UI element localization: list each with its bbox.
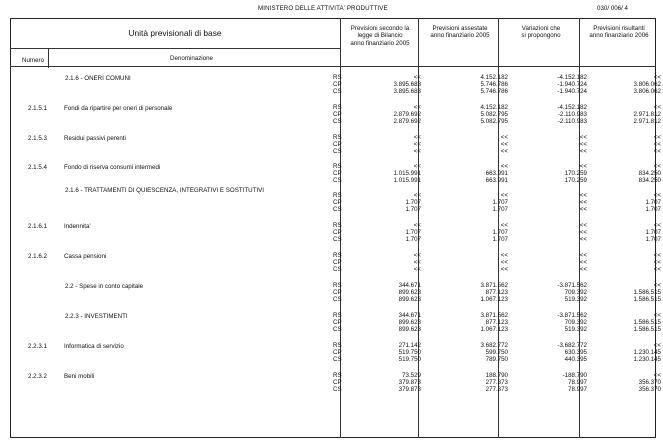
value-cell: -2.110.983 (557, 118, 587, 126)
row-code: CS (333, 118, 342, 126)
value-column-0 (344, 252, 421, 274)
row-denominazione: Cassa pensioni (64, 253, 107, 260)
value-cell: << (413, 266, 421, 274)
value-cell: << (500, 192, 508, 199)
row-numero: 2.2.3.2 (28, 373, 47, 380)
row-code: CP (333, 259, 342, 267)
value-cell: << (653, 141, 661, 149)
value-cell: 1.707 (405, 199, 421, 207)
row-denominazione: 2.1.6 - ONERI COMUNI (65, 75, 131, 82)
value-cell: << (413, 134, 421, 141)
value-cell: 78.997 (568, 386, 587, 394)
value-column-1 (430, 222, 508, 244)
value-column-0 (344, 342, 421, 364)
row-code: CS (333, 266, 342, 274)
value-cell: << (579, 266, 587, 274)
page-code: 030/ 006/ 4 (597, 5, 628, 12)
value-cell: 3.806.062 (633, 81, 661, 89)
value-column-0 (344, 222, 421, 244)
column-heading-line: anno finanziario 2006 (589, 32, 649, 40)
value-cell: 834.250 (638, 177, 661, 185)
value-cell: << (653, 372, 661, 379)
column-heading-risultanti-2006 (582, 25, 656, 40)
value-cell: << (413, 74, 421, 81)
value-cell: 170.259 (564, 177, 587, 185)
value-column-1 (430, 134, 508, 156)
value-cell: 3.895.683 (393, 81, 421, 89)
column-heading-line: anno finanziario 2005 (430, 32, 490, 40)
value-cell: 379.873 (398, 379, 421, 387)
value-column-3 (592, 222, 661, 244)
value-column-3 (592, 134, 661, 156)
value-column-3 (592, 192, 661, 214)
value-cell: << (500, 163, 508, 170)
table-row (10, 134, 661, 164)
value-cell: << (500, 266, 508, 274)
column-heading-prev-2005 (344, 25, 416, 47)
table-row (10, 222, 661, 252)
value-cell: << (413, 148, 421, 156)
value-cell: 3.682.772 (480, 342, 508, 349)
table-row (10, 252, 661, 282)
value-cell: << (653, 134, 661, 141)
row-denominazione: 2.2.3 - INVESTIMENTI (65, 313, 128, 320)
value-column-3 (592, 252, 661, 274)
row-code: CP (333, 229, 342, 237)
value-cell: 5.082.795 (480, 118, 508, 126)
value-column-0 (344, 74, 421, 96)
value-cell: 356.370 (638, 379, 661, 387)
row-code: RS (333, 312, 342, 319)
row-code: CS (333, 356, 342, 364)
value-column-3 (592, 74, 661, 96)
header-divider-bottom (10, 66, 656, 67)
row-code: RS (333, 134, 342, 141)
row-numero: 2.1.5.3 (28, 135, 47, 142)
value-cell: << (500, 252, 508, 259)
column-heading-assestate (425, 25, 495, 40)
row-numero: 2.1.5.4 (28, 164, 47, 171)
value-column-0 (344, 192, 421, 214)
value-column-0 (344, 104, 421, 126)
value-cell: 4.152.182 (480, 104, 508, 111)
value-cell: 2.971.812 (633, 118, 661, 126)
value-cell: 899.623 (398, 319, 421, 327)
column-heading-line: anno finanziario 2005 (350, 39, 410, 47)
value-cell: 2.879.692 (393, 118, 421, 126)
value-cell: << (579, 163, 587, 170)
row-code: CS (333, 386, 342, 394)
value-column-2 (510, 134, 587, 156)
row-denominazione: Indennita' (64, 223, 91, 230)
row-code: CP (333, 141, 342, 149)
value-column-1 (430, 74, 508, 96)
value-cell: 277.373 (485, 379, 508, 387)
value-cell: << (579, 141, 587, 149)
value-cell: << (579, 252, 587, 259)
value-column-1 (430, 104, 508, 126)
table-row (10, 342, 661, 372)
row-code: CS (333, 206, 342, 214)
value-column-3 (592, 104, 661, 126)
value-cell: << (500, 222, 508, 229)
value-cell: -1.940.724 (557, 88, 587, 96)
row-denominazione: Residui passivi perenti (64, 135, 126, 142)
value-cell: << (413, 192, 421, 199)
value-cell: << (653, 312, 661, 319)
row-numero: 2.2.3.1 (28, 343, 47, 350)
row-code: RS (333, 252, 342, 259)
value-cell: 519.392 (564, 326, 587, 334)
value-cell: << (653, 342, 661, 349)
value-cell: 170.259 (564, 170, 587, 178)
row-code: CS (333, 236, 342, 244)
value-cell: -1.940.724 (557, 81, 587, 89)
value-cell: 344.671 (398, 312, 421, 319)
value-cell: << (653, 148, 661, 156)
column-heading-line: Previsioni secondo la (350, 25, 410, 32)
value-cell: 1.707 (645, 206, 661, 214)
row-code: CS (333, 296, 342, 304)
value-cell: 1.230.145 (633, 349, 661, 357)
value-cell: 379.873 (398, 386, 421, 394)
row-code: CS (333, 88, 342, 96)
row-code: RS (333, 222, 342, 229)
value-column-2 (510, 163, 587, 185)
value-cell: 519.392 (564, 296, 587, 304)
value-cell: << (579, 192, 587, 199)
value-cell: 899.623 (398, 326, 421, 334)
value-cell: 1.707 (492, 236, 508, 244)
value-column-1 (430, 312, 508, 334)
value-column-1 (430, 192, 508, 214)
row-code: CS (333, 148, 342, 156)
value-cell: 899.623 (398, 296, 421, 304)
value-cell: << (413, 141, 421, 149)
value-cell: 1.586.515 (633, 289, 661, 297)
row-denominazione: Fondo di riserva consumi intermedi (64, 164, 161, 171)
value-cell: 519.750 (398, 349, 421, 357)
row-code: RS (333, 342, 342, 349)
value-cell: 2.879.692 (393, 111, 421, 119)
value-cell: 1.707 (405, 236, 421, 244)
value-cell: << (413, 104, 421, 111)
value-cell: 4.152.182 (480, 74, 508, 81)
value-column-0 (344, 134, 421, 156)
column-heading-line: legge di Bilancio (357, 32, 403, 40)
value-column-2 (510, 74, 587, 96)
value-cell: 877.123 (485, 289, 508, 297)
value-cell: << (500, 148, 508, 156)
row-numero: 2.1.6.1 (28, 223, 47, 230)
value-cell: 789.750 (485, 356, 508, 364)
value-cell: 344.671 (398, 282, 421, 289)
denominazione-heading: Denominazione (170, 55, 213, 62)
value-cell: 519.750 (398, 356, 421, 364)
value-cell: << (653, 192, 661, 199)
value-cell: << (413, 252, 421, 259)
value-column-2 (510, 312, 587, 334)
value-cell: << (413, 163, 421, 170)
value-cell: 630.395 (564, 349, 587, 357)
table-row (10, 104, 661, 134)
row-code: CS (333, 326, 342, 334)
table-row (10, 312, 661, 342)
value-cell: << (653, 252, 661, 259)
row-codes (333, 222, 342, 244)
value-cell: 5.746.786 (480, 88, 508, 96)
value-cell: -2.110.983 (557, 111, 587, 119)
value-column-0 (344, 312, 421, 334)
value-cell: << (653, 222, 661, 229)
row-denominazione: Fondi da ripartire per oneri di personale (64, 105, 173, 112)
value-cell: 188.790 (485, 372, 508, 379)
value-cell: 1.707 (492, 206, 508, 214)
value-cell: 1.707 (645, 229, 661, 237)
value-cell: 1.707 (492, 199, 508, 207)
row-denominazione: Beni mobili (64, 373, 95, 380)
value-cell: << (579, 259, 587, 267)
row-code: RS (333, 163, 342, 170)
value-cell: 5.746.786 (480, 81, 508, 89)
value-cell: 440.395 (564, 356, 587, 364)
value-cell: 899.623 (398, 289, 421, 297)
header-divider-top (10, 48, 340, 49)
row-codes (333, 134, 342, 156)
row-code: RS (333, 282, 342, 289)
row-code: CP (333, 319, 342, 327)
value-cell: 1.586.515 (633, 326, 661, 334)
value-column-2 (510, 372, 587, 394)
table-row (10, 282, 661, 312)
row-codes (333, 372, 342, 394)
value-cell: << (653, 74, 661, 81)
value-column-1 (430, 342, 508, 364)
value-column-3 (592, 372, 661, 394)
column-heading-line: Variazioni che (521, 25, 561, 32)
value-cell: << (579, 199, 587, 207)
value-cell: << (579, 148, 587, 156)
value-cell: << (500, 141, 508, 149)
value-cell: -3.682.772 (557, 342, 587, 349)
value-column-1 (430, 372, 508, 394)
value-cell: 1.067.123 (480, 296, 508, 304)
value-cell: 3.895.683 (393, 88, 421, 96)
value-cell: -4.152.182 (557, 74, 587, 81)
value-column-2 (510, 282, 587, 304)
column-heading-variazioni (505, 25, 577, 40)
value-cell: << (579, 222, 587, 229)
row-denominazione: 2.2 - Spese in conto capitale (65, 283, 144, 290)
value-column-2 (510, 342, 587, 364)
value-cell: 5.082.795 (480, 111, 508, 119)
row-numero: 2.1.5.1 (28, 105, 47, 112)
value-cell: 1.586.515 (633, 319, 661, 327)
table-row (10, 372, 661, 402)
row-codes (333, 163, 342, 185)
row-codes (333, 342, 342, 364)
value-cell: << (653, 259, 661, 267)
value-cell: 2.971.812 (633, 111, 661, 119)
value-cell: 78.997 (568, 379, 587, 387)
row-code: CP (333, 289, 342, 297)
value-cell: 1.707 (405, 229, 421, 237)
value-cell: 709.392 (564, 319, 587, 327)
value-cell: << (413, 222, 421, 229)
value-cell: << (653, 282, 661, 289)
value-column-2 (510, 222, 587, 244)
value-cell: << (500, 259, 508, 267)
value-cell: -188.790 (562, 372, 587, 379)
row-codes (333, 282, 342, 304)
value-cell: -3.871.562 (557, 312, 587, 319)
value-cell: -3.871.562 (557, 282, 587, 289)
value-column-2 (510, 192, 587, 214)
row-codes (333, 252, 342, 274)
ministry-title: MINISTERO DELLE ATTIVITA' PRODUTTIVE (258, 5, 388, 12)
value-cell: 663.991 (485, 177, 508, 185)
value-cell: << (579, 236, 587, 244)
column-heading-line: si propongono (521, 32, 561, 40)
row-code: RS (333, 372, 342, 379)
row-code: CP (333, 81, 342, 89)
column-heading-line: Previsioni risultanti (593, 25, 645, 32)
value-cell: 1.230.145 (633, 356, 661, 364)
unit-heading: Unità previsionali di base (128, 28, 222, 38)
row-denominazione: 2.1.6 - TRATTAMENTI DI QUIESCENZA, INTEGRATIVI E SOSTITUTIVI (65, 187, 264, 194)
value-cell: 1.707 (405, 206, 421, 214)
value-column-0 (344, 282, 421, 304)
value-cell: -4.152.182 (557, 104, 587, 111)
row-numero: 2.1.6.2 (28, 253, 47, 260)
row-codes (333, 74, 342, 96)
row-code: CP (333, 379, 342, 387)
row-codes (333, 312, 342, 334)
value-column-1 (430, 252, 508, 274)
row-code: RS (333, 104, 342, 111)
row-code: CP (333, 111, 342, 119)
numero-heading: Numero (22, 57, 45, 64)
value-cell: 834.250 (638, 170, 661, 178)
table-row (10, 187, 661, 222)
value-cell: << (413, 259, 421, 267)
value-cell: 1.586.515 (633, 296, 661, 304)
value-column-3 (592, 342, 661, 364)
value-column-1 (430, 163, 508, 185)
row-code: CP (333, 349, 342, 357)
value-cell: 1.707 (645, 199, 661, 207)
value-cell: 709.392 (564, 289, 587, 297)
value-column-3 (592, 282, 661, 304)
row-codes (333, 104, 342, 126)
value-cell: 277.373 (485, 386, 508, 394)
value-cell: 1.707 (492, 229, 508, 237)
value-column-2 (510, 104, 587, 126)
value-cell: << (653, 266, 661, 274)
value-cell: << (653, 104, 661, 111)
row-code: CP (333, 199, 342, 207)
row-code: RS (333, 192, 342, 199)
row-code: CS (333, 177, 342, 185)
row-denominazione: Informatica di servizio (64, 343, 124, 350)
value-cell: << (579, 229, 587, 237)
row-codes (333, 192, 342, 214)
value-cell: << (653, 163, 661, 170)
row-code: CP (333, 170, 342, 178)
value-cell: 1.067.123 (480, 326, 508, 334)
value-cell: 271.142 (398, 342, 421, 349)
value-cell: 3.871.562 (480, 282, 508, 289)
row-code: RS (333, 74, 342, 81)
value-cell: 877.123 (485, 319, 508, 327)
value-cell: 1.707 (645, 236, 661, 244)
value-cell: << (579, 206, 587, 214)
value-cell: 3.806.062 (633, 88, 661, 96)
value-cell: 3.871.562 (480, 312, 508, 319)
value-column-0 (344, 372, 421, 394)
value-cell: 599.750 (485, 349, 508, 357)
numero-divider (48, 48, 49, 68)
value-cell: << (579, 134, 587, 141)
table-row (10, 74, 661, 104)
value-cell: 73.529 (402, 372, 421, 379)
value-column-0 (344, 163, 421, 185)
value-column-3 (592, 163, 661, 185)
value-cell: << (500, 134, 508, 141)
value-cell: 356.370 (638, 386, 661, 394)
value-cell: 663.991 (485, 170, 508, 178)
value-column-3 (592, 312, 661, 334)
column-heading-line: Previsioni assestate (432, 25, 488, 32)
value-column-2 (510, 252, 587, 274)
value-cell: 1.015.991 (393, 170, 421, 178)
value-column-1 (430, 282, 508, 304)
value-cell: 1.015.991 (393, 177, 421, 185)
